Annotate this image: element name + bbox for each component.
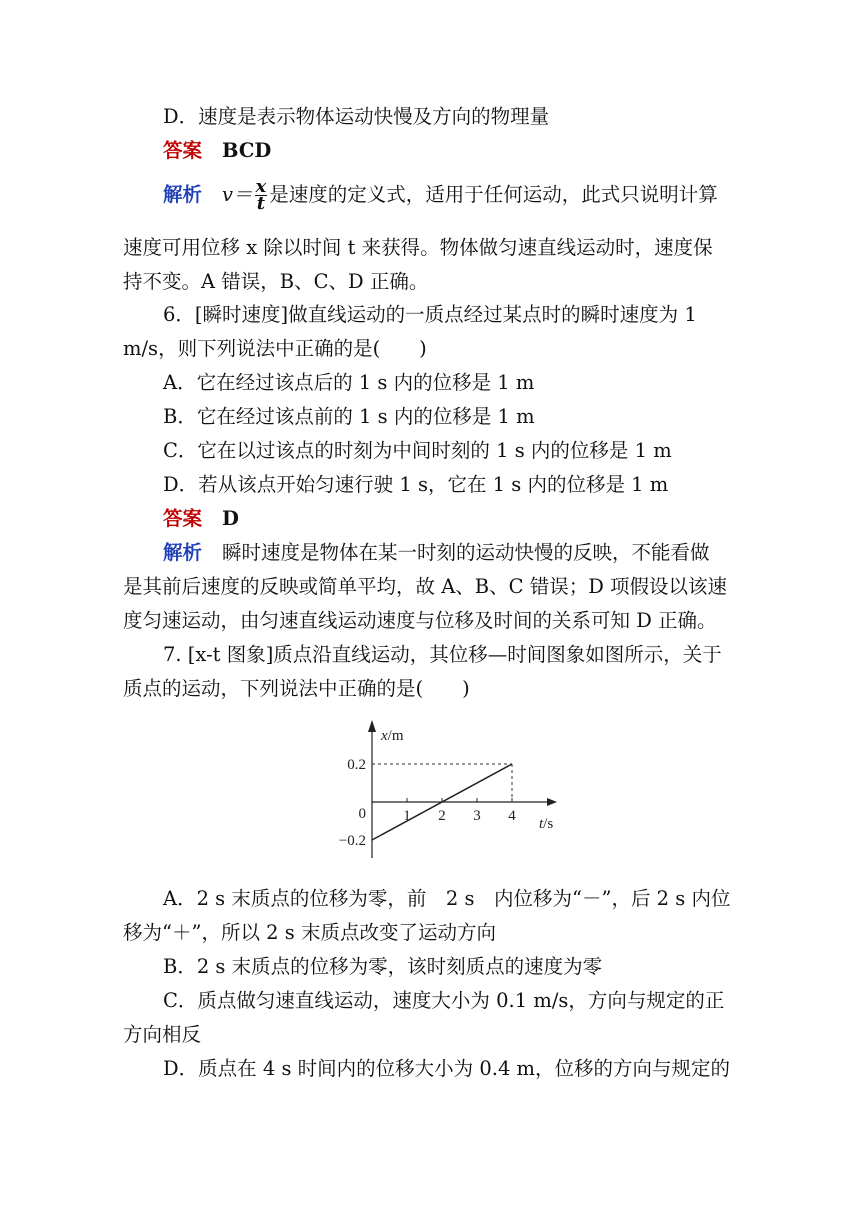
q6-option-a: A．它在经过该点后的 1 s 内的位移是 1 m [163, 371, 535, 394]
q6-stem-line-2: m/s，则下列说法中正确的是( ) [123, 337, 427, 360]
q6-option-d: D．若从该点开始匀速行驶 1 s，它在 1 s 内的位移是 1 m [163, 473, 669, 496]
answer-label: 答案 [163, 139, 203, 162]
x-tick-label: 4 [508, 808, 516, 824]
y-tick-label: 0.2 [347, 757, 366, 773]
x-tick-label: 2 [438, 808, 446, 824]
y-tick-label: 0 [358, 806, 366, 822]
analysis-label: 解析 [163, 183, 203, 206]
q5-option-d: D．速度是表示物体运动快慢及方向的物理量 [163, 105, 550, 128]
x-tick-label: 1 [403, 808, 411, 824]
xt-graph-svg [317, 708, 572, 876]
q7-option-a-line-2: 移为“＋”，所以 2 s 末质点改变了运动方向 [123, 921, 496, 944]
answer-value: D [222, 507, 239, 530]
xt-graph [317, 708, 572, 876]
formula-numerator: x [255, 176, 267, 197]
q6-option-c: C．它在以过该点的时刻为中间时刻的 1 s 内的位移是 1 m [163, 439, 672, 462]
q6-option-b: B．它在经过该点前的 1 s 内的位移是 1 m [163, 405, 535, 428]
x-axis-arrow [547, 798, 557, 806]
analysis-text: 瞬时速度是物体在某一时刻的运动快慢的反映，不能看做 [222, 541, 710, 564]
q5-answer [163, 134, 738, 168]
q6-analysis-line-3: 度匀速运动，由匀速直线运动速度与位移及时间的关系可知 D 正确。 [123, 609, 717, 632]
q5-analysis-line-3: 持不变。A 错误，B、C、D 正确。 [123, 270, 429, 293]
answer-value: BCD [222, 139, 272, 162]
q7-option-d-line-1: D．质点在 4 s 时间内的位移大小为 0.4 m，位移的方向与规定的 [163, 1057, 731, 1080]
q5-analysis-line-2: 速度可用位移 x 除以时间 t 来获得。物体做匀速直线运动时，速度保 [123, 236, 713, 259]
x-tick-label: 3 [473, 808, 481, 824]
q6-stem-line-1: 6．[瞬时速度]做直线运动的一质点经过某点时的瞬时速度为 1 [163, 303, 697, 326]
x-axis-label: t/s [539, 816, 554, 832]
answer-label: 答案 [163, 507, 203, 530]
analysis-label: 解析 [163, 541, 203, 564]
analysis-text: 是速度的定义式，适用于任何运动，此式只说明计算 [269, 183, 718, 206]
q7-option-c-line-1: C．质点做匀速直线运动，速度大小为 0.1 m/s，方向与规定的正 [163, 989, 725, 1012]
q6-answer [163, 502, 738, 536]
q7-stem-line-2: 质点的运动，下列说法中正确的是( ) [123, 677, 470, 700]
formula-denominator: t [256, 193, 266, 214]
q7-stem-line-1: 7. [x-t 图象]质点沿直线运动，其位移—时间图象如图所示，关于 [163, 643, 722, 666]
q7-option-c-line-2: 方向相反 [123, 1023, 202, 1046]
q7-option-a-line-1: A．2 s 末质点的位移为零，前 2 s 内位移为“－”，后 2 s 内位 [163, 887, 731, 910]
formula-fraction [255, 176, 268, 214]
formula-lhs: v＝ [222, 183, 253, 206]
q7-option-b: B．2 s 末质点的位移为零，该时刻质点的速度为零 [163, 955, 603, 978]
q5-analysis-line-1 [163, 178, 738, 212]
y-axis-arrow [368, 720, 376, 732]
y-tick-label: −0.2 [338, 833, 366, 849]
q6-analysis-line-2: 是其前后速度的反映或简单平均，故 A、B、C 错误；D 项假设以该速 [123, 575, 728, 598]
q6-analysis-line-1 [163, 536, 738, 570]
y-axis-label: x/m [381, 728, 404, 744]
